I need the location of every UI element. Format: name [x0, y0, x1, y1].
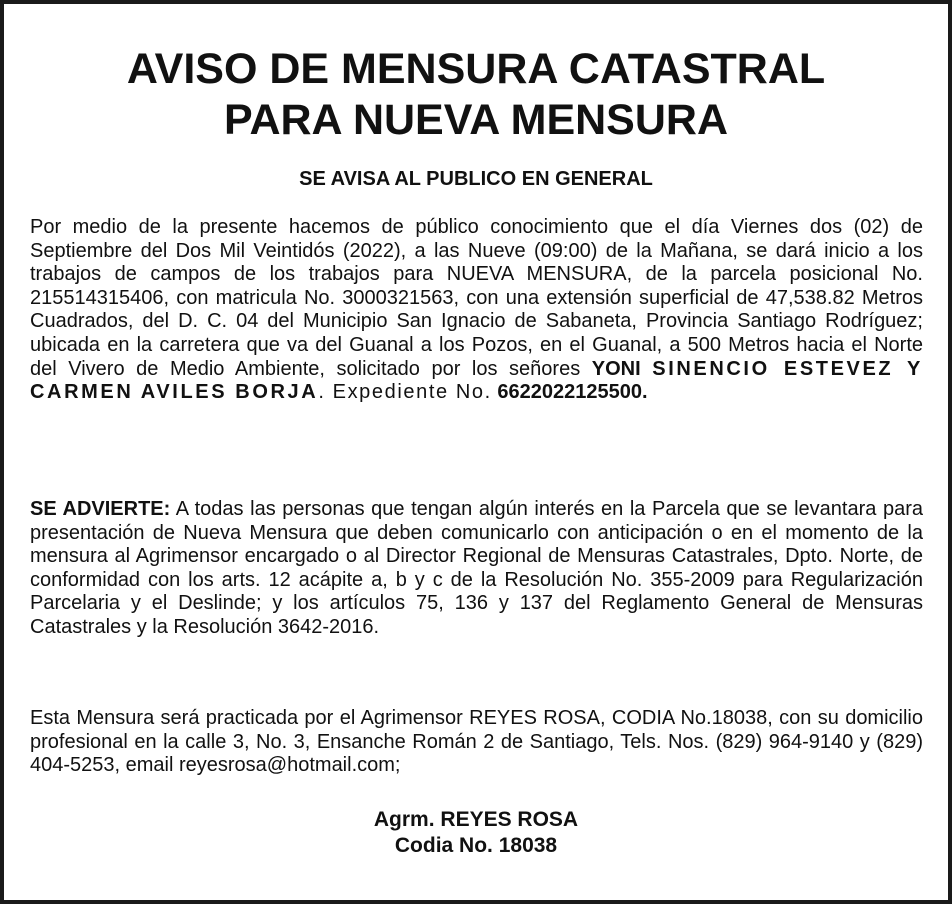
signature-name: Agrm. REYES ROSA: [373, 808, 579, 831]
warning-label: SE ADVIERTE:: [30, 498, 171, 520]
applicant-names: SINENCIO ESTEVEZ Y CARMEN AVILES BORJA: [30, 357, 923, 404]
signature-codia: Codia No. 18038: [394, 834, 558, 857]
title-line-1: AVISO DE MENSURA CATASTRAL: [126, 45, 826, 93]
paragraph-1-text: Por medio de la presente hacemos de público conocimiento que el día Viernes dos (02) de Septiembre del Dos Mil Veintidós (2022), a las Nueve (09:00) de la Mañana, se dará inicio a los trabajos de campos de los trabajos para NUEVA MENSURA, de la parcela posicional No. 215514315406, con matricula No. 3000321563, con una extensión superficial de 47,538.82 Metros Cuadrados, del D. C. 04 del Municipio San Ignacio de Sabaneta, Provincia Santiago Rodríguez; ubicada en la carretera que va del Guanal a los Pozos, en el Guanal, a 500 Metros hacia el Norte del Vivero de Medio Ambiente, solicitado por los señores: [30, 216, 923, 380]
paragraph-2-text: A todas las personas que tengan algún interés en la Parcela que se levantara para presentación de Nueva Mensura que deben comunicarlo con anticipación o en el momento de la mensura al Agrimensor encargado o al Director Regional de Mensuras Catastrales, Dpto. Norte, de conformidad con los arts. 12 acápite a, b y c de la Resolución No. 355-2009 para Regularización Parcelaria y el Deslinde; y los artículos 75, 136 y 137 del Reglamento General de Mensuras Catastrales y la Resolución 3642-2016.: [30, 498, 923, 638]
expediente-label: . Expediente No.: [318, 381, 492, 404]
notice-paragraph-1: [30, 216, 923, 405]
notice-paragraph-3: [30, 707, 923, 778]
notice-paragraph-2: [30, 498, 923, 640]
subtitle: SE AVISA AL PUBLICO EN GENERAL: [299, 168, 653, 190]
title-line-2: PARA NUEVA MENSURA: [223, 96, 729, 144]
paragraph-3-text: Esta Mensura será practicada por el Agrimensor REYES ROSA, CODIA No.18038, con su domicilio profesional en la calle 3, No. 3, Ensanche Román 2 de Santiago, Tels. Nos. (829) 964-9140 y (829) 404-5253, email reyesrosa@hotmail.com;: [30, 707, 923, 777]
expediente-number: 6622022125500.: [497, 381, 648, 404]
applicant-name-start: YONI: [591, 357, 641, 380]
